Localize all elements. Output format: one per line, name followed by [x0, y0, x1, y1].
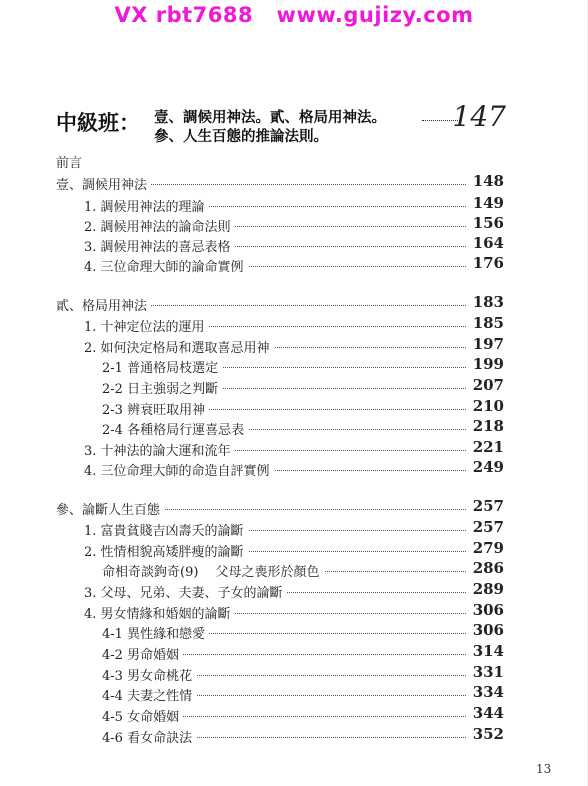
toc-entry-title: 4-4 夫妻之性情: [102, 685, 196, 704]
toc-entry-title: 4. 男女情緣和婚姻的論斷: [84, 603, 235, 622]
toc-entry[interactable]: [84, 314, 504, 336]
toc-entry-title: 壹、調候用神法: [56, 174, 151, 193]
toc-entry-page: 183: [472, 293, 504, 311]
toc-entry-page: 197: [472, 335, 504, 353]
chapter-title-line-1: 壹、調候用神法。貳、格局用神法。: [154, 110, 386, 126]
toc-entry-page: 352: [472, 725, 504, 743]
toc-subentry[interactable]: [102, 355, 504, 377]
toc-subentry[interactable]: [102, 397, 504, 419]
toc-entry-title: 4. 三位命理大師的論命實例: [84, 256, 248, 275]
toc-entry[interactable]: [84, 214, 504, 236]
chapter-title-line-2: 參、人生百態的推論法則。: [154, 129, 328, 145]
toc-entry-title: 1. 調候用神法的理論: [84, 196, 209, 215]
toc-entry-page: 218: [472, 417, 504, 435]
toc-entry-page: 210: [472, 397, 504, 415]
toc-entry-title: 命相奇談鉤奇(9) 父母之喪形於顏色: [102, 561, 324, 580]
toc-entry-page: 221: [472, 438, 504, 456]
toc-subentry[interactable]: [102, 725, 504, 747]
toc-entry-page: 344: [472, 704, 504, 722]
toc-entry-title: 2-2 日主強弱之判斷: [102, 378, 222, 397]
toc-entry-page: 306: [472, 601, 504, 619]
toc-entry-page: 334: [472, 683, 504, 701]
toc-entry-title: 1. 十神定位法的運用: [84, 316, 209, 335]
toc-entry-title: 4. 三位命理大師的命造自評實例: [84, 460, 274, 479]
toc-entry-page: 257: [472, 497, 504, 515]
toc-subentry[interactable]: [102, 642, 504, 664]
toc-entry-page: 257: [472, 518, 504, 536]
toc-entry-page: 148: [472, 172, 504, 190]
toc-entry[interactable]: [84, 518, 504, 540]
toc-subentry[interactable]: [102, 376, 504, 398]
preface-heading: 前言: [56, 156, 83, 171]
toc-entry-title: 2-4 各種格局行運喜忌表: [102, 419, 248, 438]
toc-entry[interactable]: [84, 539, 504, 561]
toc-entry-page: 314: [472, 642, 504, 660]
chapter-heading: [56, 100, 506, 145]
toc-section-heading[interactable]: [56, 172, 504, 194]
toc-subentry[interactable]: [102, 683, 504, 705]
toc-entry-title: 4-3 男女命桃花: [102, 665, 196, 684]
toc-entry[interactable]: [84, 335, 504, 357]
toc-entry[interactable]: [84, 234, 504, 256]
toc-entry[interactable]: [84, 458, 504, 480]
toc-entry-page: 249: [472, 458, 504, 476]
toc-entry-page: 331: [472, 663, 504, 681]
toc-entry-title: 4-6 看女命訣法: [102, 727, 196, 746]
toc-entry-page: 289: [472, 580, 504, 598]
chapter-page-number: 147: [452, 100, 506, 133]
toc-entry-page: 207: [472, 376, 504, 394]
toc-entry-title: 4-1 異性緣和戀愛: [102, 623, 209, 642]
toc-entry-title: 參、論斷人生百態: [56, 499, 164, 518]
toc-entry-title: 3. 十神法的論大運和流年: [84, 440, 235, 459]
toc-entry-page: 306: [472, 621, 504, 639]
toc-entry-title: 2-3 辨衰旺取用神: [102, 399, 209, 418]
toc-entry-title: 3. 調候用神法的喜忌表格: [84, 236, 235, 255]
toc-entry[interactable]: [84, 601, 504, 623]
toc-section-heading[interactable]: [56, 497, 504, 519]
watermark-text: VX rbt7688 www.gujizy.com: [114, 3, 474, 27]
toc-entry-page: 156: [472, 214, 504, 232]
chapter-label: 中級班：: [56, 111, 140, 135]
toc-entry-title: 3. 父母、兄弟、夫妻、子女的論斷: [84, 582, 287, 601]
toc-entry-title: 1. 富貴貧賤吉凶壽夭的論斷: [84, 520, 248, 539]
toc-entry-title: 2. 如何決定格局和選取喜忌用神: [84, 337, 274, 356]
toc-entry-page: 185: [472, 314, 504, 332]
page-number: 13: [536, 762, 552, 776]
toc-subentry[interactable]: [102, 559, 504, 581]
toc-subentry[interactable]: [102, 417, 504, 439]
toc-subentry[interactable]: [102, 704, 504, 726]
toc-entry-title: 4-5 女命婚姻: [102, 706, 183, 725]
toc-entry-title: 貳、格局用神法: [56, 295, 151, 314]
toc-entry-title: 2. 調候用神法的論命法則: [84, 216, 235, 235]
toc-entry-page: 279: [472, 539, 504, 557]
toc-entry-title: 2. 性情相貌高矮胖瘦的論斷: [84, 541, 248, 560]
toc-entry[interactable]: [84, 438, 504, 460]
toc-entry-page: 199: [472, 355, 504, 373]
toc-subentry[interactable]: [102, 621, 504, 643]
toc-entry-title: 2-1 普通格局枝選定: [102, 357, 222, 376]
toc-entry[interactable]: [84, 580, 504, 602]
toc-entry-page: 286: [472, 559, 504, 577]
toc-entry-title: 4-2 男命婚姻: [102, 644, 183, 663]
toc-entry-page: 176: [472, 254, 504, 272]
toc-entry-page: 164: [472, 234, 504, 252]
toc-entry[interactable]: [84, 254, 504, 276]
toc-entry[interactable]: [84, 194, 504, 216]
toc-section-heading[interactable]: [56, 293, 504, 315]
toc-subentry[interactable]: [102, 663, 504, 685]
toc-entry-page: 149: [472, 194, 504, 212]
